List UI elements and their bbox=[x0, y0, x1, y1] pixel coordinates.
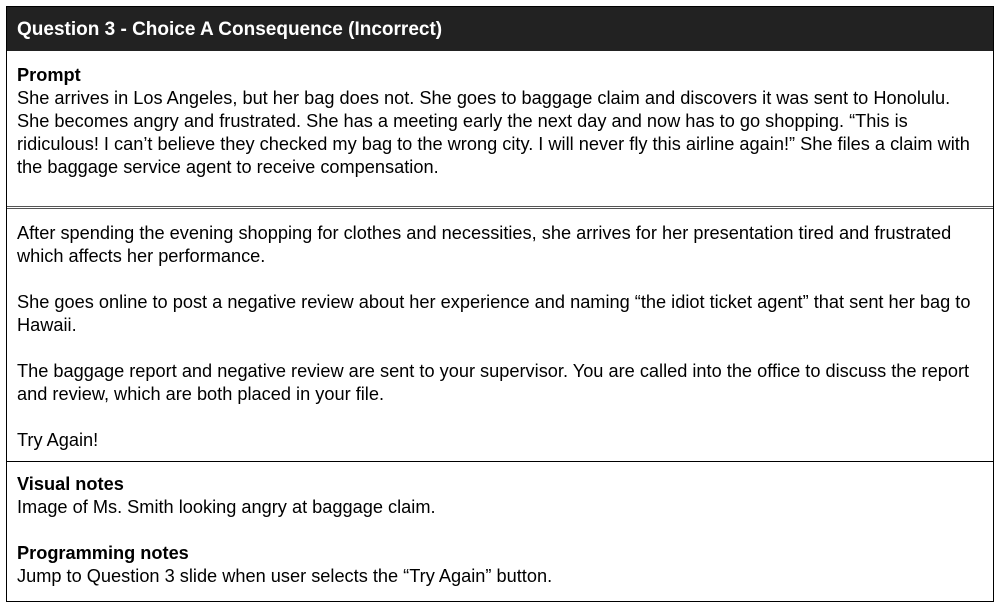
consequence-paragraph: She goes online to post a negative review about her experience and naming “the idiot ticket agent” that sent her bag to Hawaii. bbox=[17, 292, 971, 335]
notes-section bbox=[7, 462, 993, 601]
try-again-text: Try Again! bbox=[17, 430, 99, 450]
prompt-section bbox=[7, 51, 993, 209]
programming-notes-label: Programming notes bbox=[17, 543, 189, 563]
question-title: Question 3 - Choice A Consequence (Incorrect) bbox=[17, 19, 443, 40]
programming-notes-text: Jump to Question 3 slide when user selects the “Try Again” button. bbox=[17, 566, 553, 586]
consequence-paragraph: The baggage report and negative review are sent to your supervisor. You are called into the office to discuss the report and review, which are both placed in your file. bbox=[17, 361, 970, 404]
visual-notes-label: Visual notes bbox=[17, 474, 124, 494]
consequence-section bbox=[7, 209, 993, 462]
question-header bbox=[7, 7, 993, 51]
prompt-text: She arrives in Los Angeles, but her bag does not. She goes to baggage claim and discovers it was sent to Honolulu. She becomes angry and frustrated. She has a meeting early the next day and now has to go shopping. “This is ridiculous! I can’t believe they checked my bag to the wrong city. I will never fly this airline again!” She files a claim with the baggage service agent to receive compensation. bbox=[17, 88, 970, 177]
prompt-label: Prompt bbox=[17, 65, 81, 85]
storyboard-table bbox=[6, 6, 994, 602]
consequence-paragraph: After spending the evening shopping for clothes and necessities, she arrives for her presentation tired and frustrated which affects her performance. bbox=[17, 223, 952, 266]
visual-notes-text: Image of Ms. Smith looking angry at baggage claim. bbox=[17, 497, 436, 517]
